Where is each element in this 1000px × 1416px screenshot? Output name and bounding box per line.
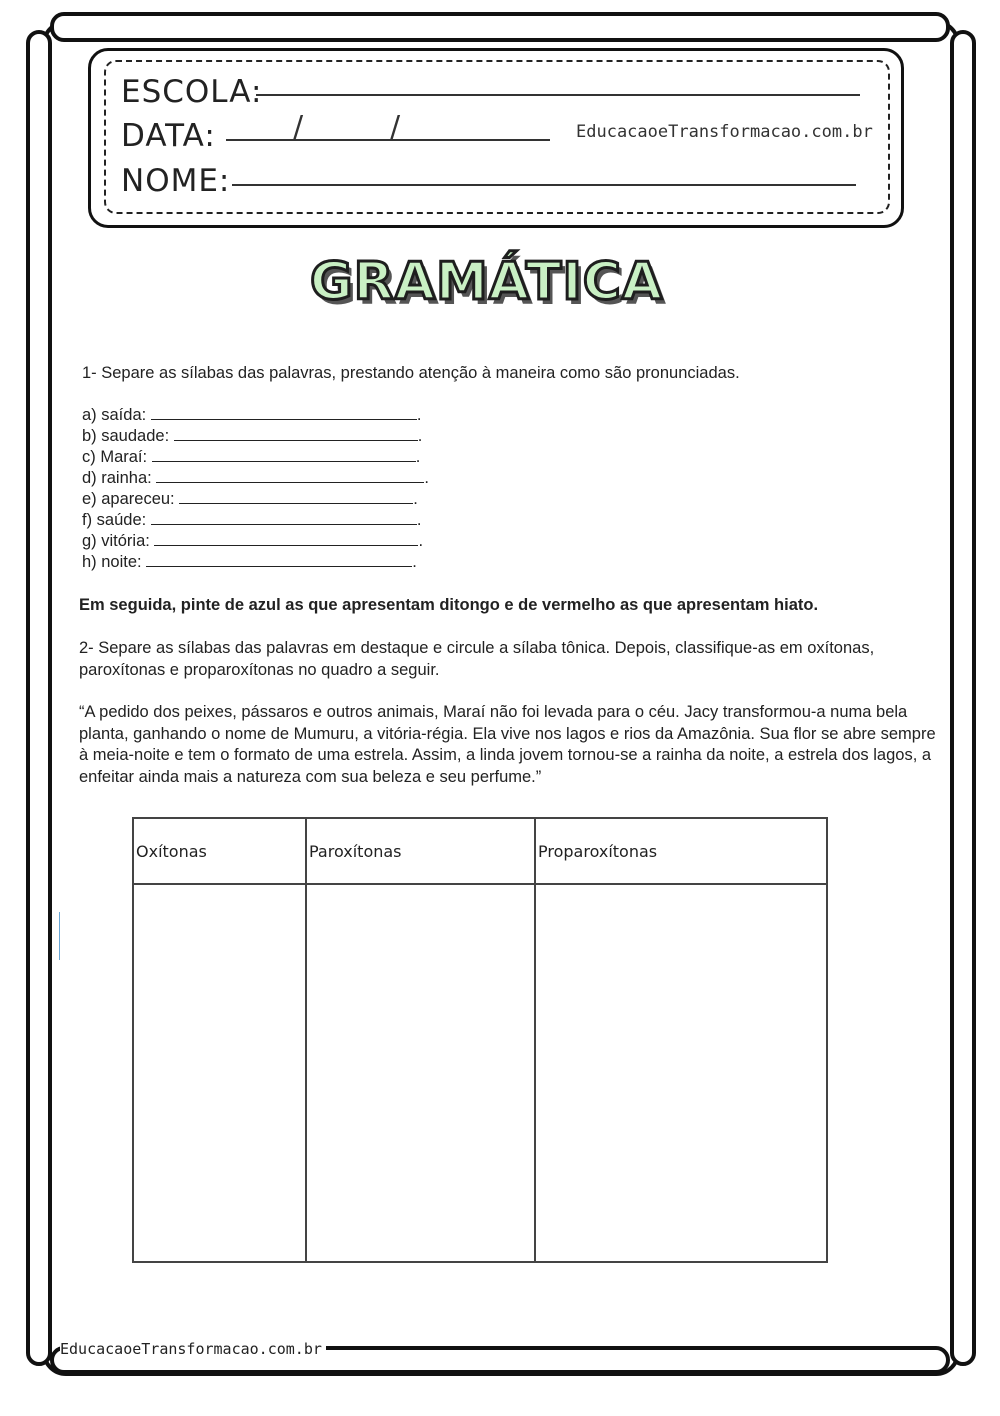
q1-item-label: c) Maraí: — [82, 448, 148, 466]
q1-answer-blank[interactable] — [174, 428, 418, 441]
scroll-top-roll — [50, 12, 950, 42]
q1-item-label: h) noite: — [82, 553, 142, 571]
nome-label: NOME: — [121, 163, 231, 199]
date-slash-2: / — [390, 110, 401, 145]
q1-answer-blank[interactable] — [156, 470, 424, 483]
q1-item-label: e) apareceu: — [82, 490, 175, 508]
q1-item-c — [82, 448, 420, 467]
scroll-left-roll — [26, 30, 52, 1366]
q1-item-g — [82, 532, 423, 551]
question2-prompt: 2- Separe as sílabas das palavras em destaque e circule a sílaba tônica. Depois, classifique-as em oxítonas, paroxítonas e proparoxítonas no quadro a seguir. — [79, 639, 875, 679]
question1-instruction: Em seguida, pinte de azul as que apresentam ditongo e de vermelho as que apresentam hiato. — [79, 596, 819, 614]
classification-table — [132, 817, 828, 1263]
escola-field[interactable] — [256, 94, 860, 96]
data-field[interactable] — [226, 139, 550, 141]
q1-item-f — [82, 511, 421, 530]
q1-item-label: d) rainha: — [82, 469, 152, 487]
header-website: EducacaoeTransformacao.com.br — [576, 122, 873, 142]
q1-item-label: f) saúde: — [82, 511, 147, 529]
question1-prompt: 1- Separe as sílabas das palavras, prestando atenção à maneira como são pronunciadas. — [82, 364, 740, 382]
date-slash-1: / — [293, 110, 304, 145]
q1-item-end: . — [413, 490, 418, 508]
q1-answer-blank[interactable] — [154, 533, 418, 546]
q1-item-b — [82, 427, 422, 446]
header-paroxitonas: Paroxítonas — [306, 818, 535, 884]
page-title: GRAMÁTICA — [310, 252, 664, 312]
q1-item-end: . — [424, 469, 429, 487]
oxitonas-cell[interactable] — [133, 884, 306, 1262]
nome-field[interactable] — [232, 184, 856, 186]
q1-answer-blank[interactable] — [152, 449, 416, 462]
header-proparoxitonas: Proparoxítonas — [535, 818, 827, 884]
paroxitonas-cell[interactable] — [306, 884, 535, 1262]
q1-item-label: g) vitória: — [82, 532, 150, 550]
q1-item-h — [82, 553, 417, 572]
q1-item-label: a) saída: — [82, 406, 147, 424]
header-oxitonas: Oxítonas — [133, 818, 306, 884]
q1-item-a — [82, 406, 421, 425]
q1-item-d — [82, 469, 429, 488]
q1-answer-blank[interactable] — [179, 491, 413, 504]
text-cursor-mark — [59, 912, 60, 960]
q1-item-end: . — [418, 532, 424, 550]
q1-item-end: . — [417, 427, 423, 445]
scroll-right-roll — [950, 30, 976, 1366]
q1-item-end: . — [416, 511, 422, 529]
data-label: DATA: — [121, 118, 216, 154]
q1-item-end: . — [412, 553, 417, 571]
q1-item-e — [82, 490, 418, 509]
q1-answer-blank[interactable] — [151, 407, 417, 420]
footer-website: EducacaoeTransformacao.com.br — [60, 1340, 326, 1358]
question2-passage: “A pedido dos peixes, pássaros e outros animais, Maraí não foi levada para o céu. Jacy transformou-a numa bela planta, ganhando o nome de Mumuru, a vitória-régia. Ela vive nos lagos e rios da Amazônia. Sua flor se abre sempre à meia-noite e tem o formato de uma estrela. Assim, a linda jovem tornou-se a rainha da noite, a estrela dos lagos, a enfeitar ainda mais a natureza com sua beleza e seu perfume.” — [79, 703, 936, 786]
escola-label: ESCOLA: — [121, 74, 263, 110]
q1-answer-blank[interactable] — [146, 554, 412, 567]
q1-item-end: . — [415, 448, 421, 466]
q1-item-label: b) saudade: — [82, 427, 170, 445]
q1-answer-blank[interactable] — [151, 512, 417, 525]
q1-item-end: . — [416, 406, 422, 424]
proparoxitonas-cell[interactable] — [535, 884, 827, 1262]
